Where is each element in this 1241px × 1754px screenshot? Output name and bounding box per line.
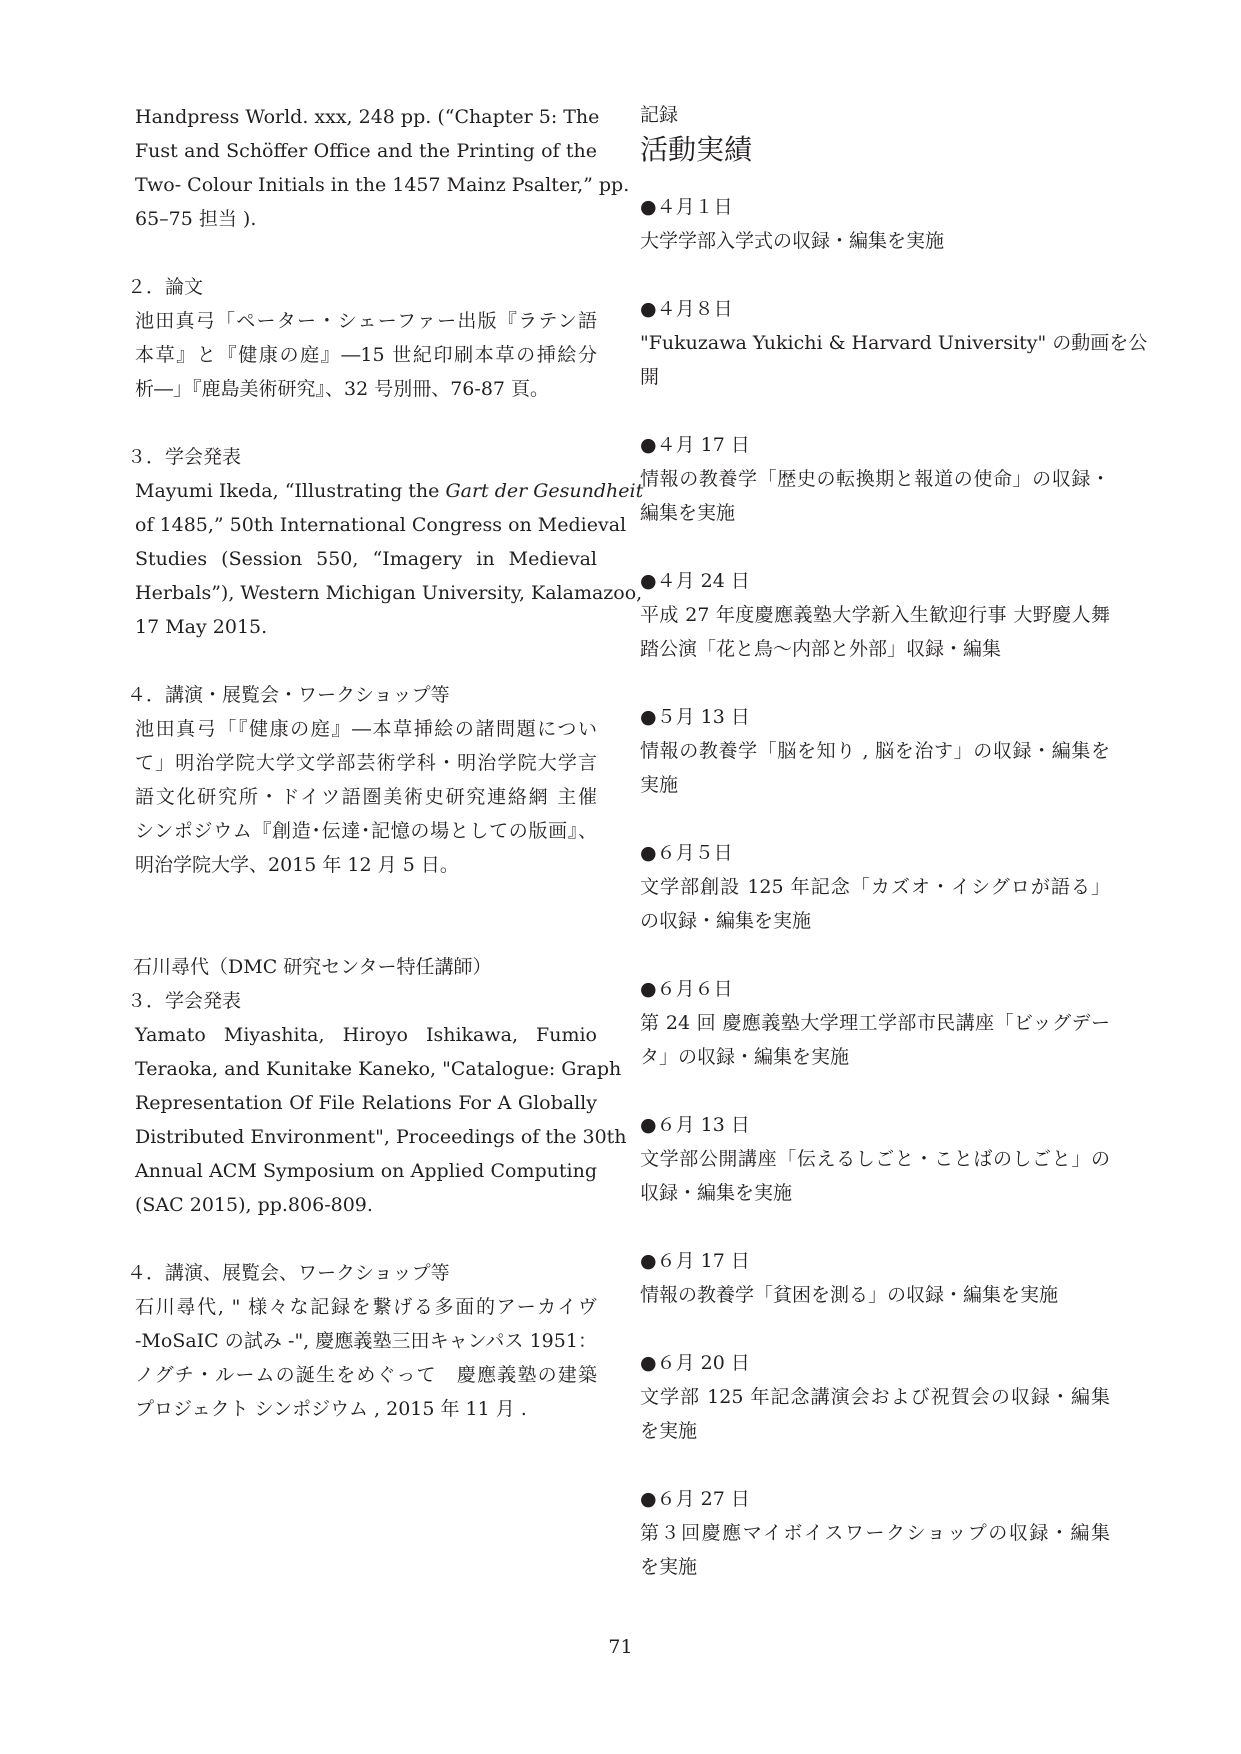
text-line: 語文化研究所・ドイツ語圏美術史研究連絡網 主催 (135, 786, 597, 808)
activity-date (640, 190, 1110, 224)
bullet-icon: ● (640, 842, 657, 864)
activity-entry (640, 836, 1110, 938)
activity-description: 情報の教養学「脳を知り , 脳を治す」の収録・編集を (640, 740, 1110, 762)
date-text: ６月５日 (656, 842, 733, 864)
left-column (127, 100, 644, 1426)
text-line: Yamato Miyashita, Hiroyo Ishikawa, Fumio (135, 1024, 597, 1046)
date-text: ４月 24 日 (656, 570, 750, 592)
activity-date (640, 700, 1110, 734)
date-text: ６月 20 日 (656, 1352, 750, 1374)
activity-date (640, 1244, 1110, 1278)
right-column (640, 100, 1148, 1618)
page-number: 71 (608, 1636, 633, 1658)
activity-date (640, 1482, 1110, 1516)
section-heading: ３．学会発表 (127, 446, 242, 468)
text-line: Handpress World. xxx, 248 pp. (“Chapter 5: The (135, 106, 600, 128)
bullet-icon: ● (640, 1114, 657, 1136)
activity-description: を実施 (640, 1556, 698, 1578)
bullet-icon: ● (640, 298, 657, 320)
activity-description: 編集を実施 (640, 502, 736, 524)
activity-description: 第３回慶應マイボイスワークショップの収録・編集 (640, 1522, 1110, 1544)
activity-date (640, 1346, 1110, 1380)
activity-date (640, 972, 1110, 1006)
activity-description: "Fukuzawa Yukichi & Harvard University" の動画を公 (640, 332, 1148, 354)
text-line: 明治学院大学、2015 年 12 月 5 日。 (135, 854, 459, 876)
activity-description: 文学部公開講座「伝えるしごと・ことばのしごと」の (640, 1148, 1110, 1170)
bullet-icon: ● (640, 1352, 657, 1374)
text-line: 本草』と『健康の庭』―15 世紀印刷本草の挿絵分 (135, 344, 597, 366)
text-line: 17 May 2015. (135, 616, 268, 638)
text-line: Teraoka, and Kunitake Kaneko, "Catalogue: Graph (135, 1058, 622, 1080)
text-line: プロジェクト シンポジウム , 2015 年 11 月 . (135, 1398, 527, 1420)
section-heading: ４．講演・展覧会・ワークショップ等 (127, 684, 450, 706)
date-text: ４月８日 (656, 298, 733, 320)
activity-description: 情報の教養学「歴史の転換期と報道の使命」の収録・ (640, 468, 1110, 490)
section-lectures-2 (127, 1256, 597, 1426)
section-title: 活動実績 (640, 133, 753, 166)
bullet-icon: ● (640, 196, 657, 218)
activity-description: 大学学部入学式の収録・編集を実施 (640, 230, 945, 252)
bullet-icon: ● (640, 978, 657, 1000)
text-line: て」明治学院大学文学部芸術学科・明治学院大学言 (135, 752, 597, 774)
text-line: 石川尋代, " 様々な記録を繋げる多面的アーカイヴ (135, 1296, 597, 1318)
section-papers (127, 270, 597, 406)
activity-entry (640, 1108, 1110, 1210)
bullet-icon: ● (640, 706, 657, 728)
activity-date (640, 428, 1110, 462)
activity-entry (640, 972, 1110, 1074)
section-heading: ２．論文 (127, 276, 204, 298)
text-line: 池田真弓「『健康の庭』―本草挿絵の諸問題につい (135, 718, 597, 740)
activity-description: 踏公演「花と鳥～内部と外部」収録・編集 (640, 638, 1002, 660)
activity-description: 文学部創設 125 年記念「カズオ・イシグロが語る」 (640, 876, 1110, 898)
activity-description: タ」の収録・編集を実施 (640, 1046, 850, 1068)
text-line: ノグチ・ルームの誕生をめぐって 慶應義塾の建築 (135, 1364, 597, 1386)
activity-list (640, 190, 1148, 1584)
date-text: ６月６日 (656, 978, 733, 1000)
continued-citation (135, 100, 630, 236)
text-span: Mayumi Ikeda, “Illustrating the (135, 480, 446, 502)
activity-entry (640, 1244, 1110, 1312)
section-heading: ３．学会発表 (127, 990, 242, 1012)
date-text: ６月 27 日 (656, 1488, 750, 1510)
activity-description: を実施 (640, 1420, 698, 1442)
date-text: ６月 17 日 (656, 1250, 750, 1272)
author-heading: 石川尋代（DMC 研究センター特任講師） (133, 956, 492, 978)
activity-description: 文学部 125 年記念講演会および祝賀会の収録・編集 (640, 1386, 1110, 1408)
activity-entry (640, 190, 1110, 258)
text-line: 析―」『鹿島美術研究』、32 号別冊、76-87 頁。 (135, 378, 550, 400)
bullet-icon: ● (640, 570, 657, 592)
date-text: ４月 17 日 (656, 434, 750, 456)
date-text: ４月１日 (656, 196, 733, 218)
date-text: ５月 13 日 (656, 706, 750, 728)
activity-description: の収録・編集を実施 (640, 910, 812, 932)
activity-date (640, 292, 1110, 326)
text-line: Herbals”), Western Michigan University, Kalamazoo, (135, 582, 643, 604)
text-line: 65–75 担当 ). (135, 208, 257, 230)
activity-description: 平成 27 年度慶應義塾大学新入生歓迎行事 大野慶人舞 (640, 604, 1110, 626)
text-line (135, 474, 644, 508)
bullet-icon: ● (640, 1488, 657, 1510)
text-line: Distributed Environment", Proceedings of the 30th (135, 1126, 627, 1148)
activity-entry (640, 700, 1110, 802)
activity-entry (640, 292, 1148, 394)
activity-description: 開 (640, 366, 660, 388)
text-line: of 1485,” 50th International Congress on Medieval (135, 514, 627, 536)
bullet-icon: ● (640, 1250, 657, 1272)
text-line: シンポジウム『創造･伝達･記憶の場としての版画』、 (135, 820, 597, 842)
text-line: 池田真弓「ペーター・シェーファー出版『ラテン語 (135, 310, 597, 332)
italic-title: Gart der Gesundheit (445, 480, 644, 502)
activity-entry (640, 564, 1110, 666)
text-line: Representation Of File Relations For A Globally (135, 1092, 597, 1114)
activity-date (640, 564, 1110, 598)
activity-entry (640, 428, 1110, 530)
activity-entry (640, 1482, 1110, 1584)
text-line: Studies (Session 550, “Imagery in Medieval (135, 548, 597, 570)
text-line: Two- Colour Initials in the 1457 Mainz Psalter,” pp. (135, 174, 630, 196)
activity-description: 収録・編集を実施 (640, 1182, 793, 1204)
section-lectures (127, 678, 597, 882)
bullet-icon: ● (640, 434, 657, 456)
section-conference-2 (127, 984, 627, 1222)
activity-entry (640, 1346, 1110, 1448)
text-line: (SAC 2015), pp.806-809. (135, 1194, 373, 1216)
text-line: Annual ACM Symposium on Applied Computing (135, 1160, 597, 1182)
activity-description: 実施 (640, 774, 679, 796)
activity-date (640, 1108, 1110, 1142)
section-kicker: 記録 (640, 104, 679, 126)
section-heading: ４．講演、展覧会、ワークショップ等 (127, 1262, 450, 1284)
activity-description: 第 24 回 慶應義塾大学理工学部市民講座「ビッグデー (640, 1012, 1110, 1034)
text-line: Fust and Schöffer Office and the Printing of the (135, 140, 597, 162)
date-text: ６月 13 日 (656, 1114, 750, 1136)
section-conference (127, 440, 644, 644)
activity-date (640, 836, 1110, 870)
activity-description: 情報の教養学「貧困を測る」の収録・編集を実施 (640, 1284, 1059, 1306)
text-line: -MoSaIC の試み -", 慶應義塾三田キャンパス 1951： (135, 1330, 597, 1352)
